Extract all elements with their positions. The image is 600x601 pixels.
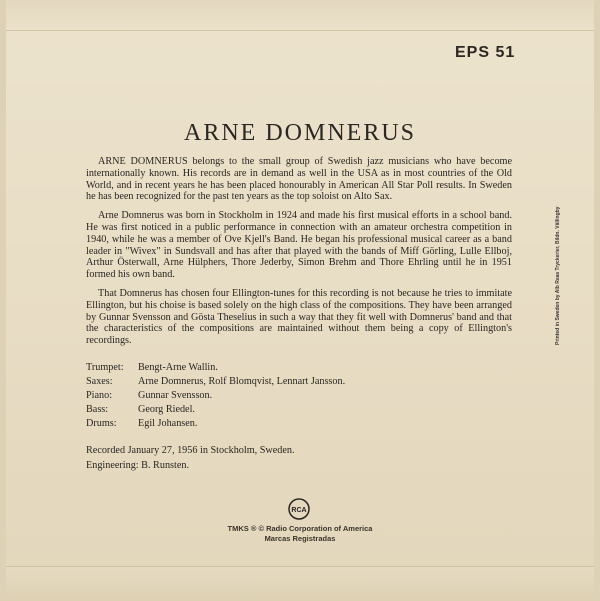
role-label: Saxes: xyxy=(86,376,113,387)
legal-line-registered: Marcas Registradas xyxy=(264,534,336,543)
personnel-row xyxy=(86,403,506,417)
paragraph-2: Arne Domnerus was born in Stockholm in 1924 and made his first musical efforts in a school band. He was first noticed in a public performance in connection with an amateur orchestra competition in 1940, while he was a member of Ove Kjell's Band. He began his professional musical career as a band leader in "Wivex" in Sundsvall and has after that played with the bands of Miff Görling, Lulle Ellboj, Arthur Österwall, Arne Hülphers, Thore Jederby, Simon Brehm and Thore Ehrling until he in 1951 formed his own band. xyxy=(86,210,512,281)
musician-names: Georg Riedel. xyxy=(138,404,195,415)
personnel-row xyxy=(86,361,506,375)
paragraph-1: ARNE DOMNERUS belongs to the small group of Swedish jazz musicians who have become internationally known. His records are in demand as well in the USA as in most countries of the Old World, and in recent years he has been placed honourably in American All Star Poll results. In Sweden he has been recognized for the past ten years as the top soloist on Alto Sax. xyxy=(86,156,512,203)
left-edge xyxy=(0,0,6,600)
role-label: Trumpet: xyxy=(86,362,124,373)
right-edge xyxy=(594,0,600,600)
page-title: ARNE DOMNERUS xyxy=(183,120,416,146)
role-label: Piano: xyxy=(86,390,113,401)
bottom-flap xyxy=(0,566,600,601)
engineering-line: Engineering: B. Runsten. xyxy=(86,460,189,471)
rca-logo-icon xyxy=(288,498,310,520)
top-flap xyxy=(0,0,600,31)
legal-line-trademark: TMKS ® © Radio Corporation of America xyxy=(227,524,373,533)
musician-names: Arne Domnerus, Rolf Blomqvist, Lennart Jansson. xyxy=(138,376,346,387)
personnel-row xyxy=(86,375,506,389)
paragraph-3: That Domnerus has chosen four Ellington-tunes for this recording is not because he tries to immitate Ellington, but his choise is based solely on the high class of the compositions. They have been arranged by Gunnar Svensson and Gösta Theselius in such a way that they fit well with Domnerus' band and that the characteristics of the compositions are maintained without them being a copy of Ellington's recordings. xyxy=(86,287,512,347)
printer-note: Printed in Sweden by Alb Reas Tryckerier, Bildn. Vällingby xyxy=(555,206,561,345)
role-label: Bass: xyxy=(86,404,109,415)
recording-info xyxy=(86,443,506,473)
role-label: Drums: xyxy=(86,418,117,429)
recorded-line: Recorded January 27, 1956 in Stockholm, Sweden. xyxy=(86,445,295,456)
personnel-row xyxy=(86,389,506,403)
rca-logo-text: RCA xyxy=(291,507,307,514)
musician-names: Bengt-Arne Wallin. xyxy=(138,362,218,373)
liner-notes xyxy=(86,156,512,354)
personnel-list xyxy=(86,361,506,431)
catalog-number: EPS 51 xyxy=(455,44,516,61)
legal-notice xyxy=(0,524,600,544)
musician-names: Egil Johansen. xyxy=(138,418,198,429)
musician-names: Gunnar Svensson. xyxy=(138,390,213,401)
personnel-row xyxy=(86,417,506,431)
